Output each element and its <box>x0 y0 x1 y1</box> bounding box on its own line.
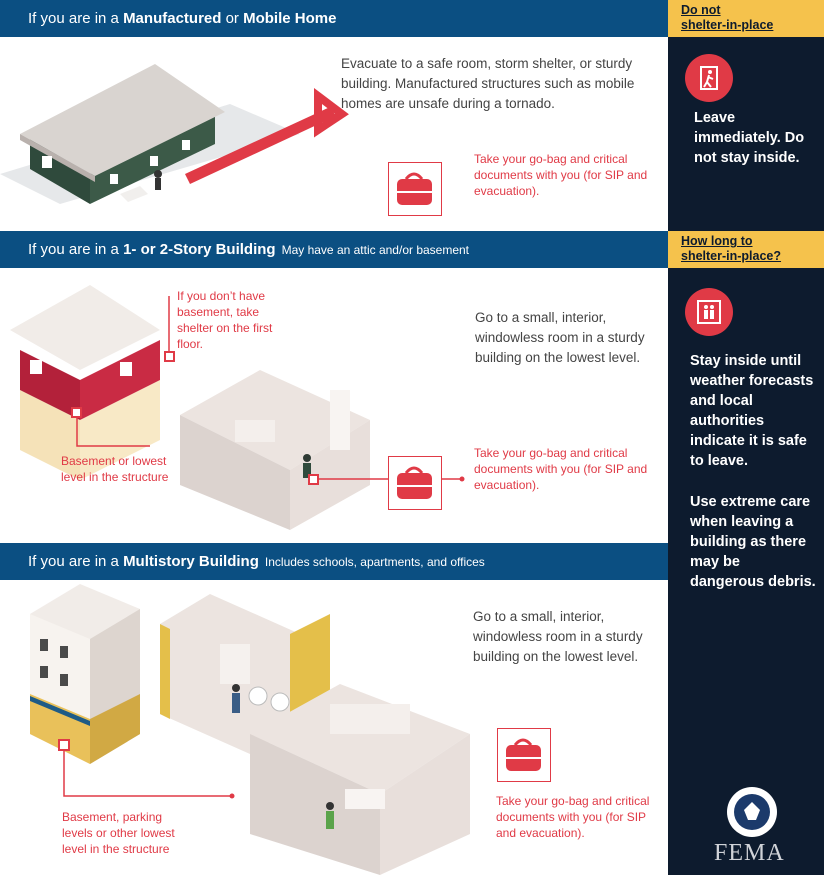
dhs-seal-icon <box>726 786 778 838</box>
header-bold: Multistory Building <box>123 553 259 570</box>
do-not-shelter-label <box>668 0 824 37</box>
multistory-instructions: Go to a small, interior, windowless room in a sturdy building on the lowest level. <box>473 609 643 664</box>
label-line: shelter-in-place <box>681 18 774 32</box>
header-sub: May have an attic and/or basement <box>281 243 470 257</box>
fema-logo: FEMA <box>714 840 785 866</box>
go-bag-note: Take your go-bag and critical documents with you (for SIP and evacuation). <box>496 794 650 840</box>
go-bag-icon <box>497 728 551 782</box>
header-mid: or <box>221 10 244 27</box>
header-bold: Mobile Home <box>243 10 337 27</box>
go-bag-note: Take your go-bag and critical documents with you (for SIP and evacuation). <box>474 152 648 198</box>
mobile-home-instructions: Evacuate to a safe room, storm shelter, or sturdy building. Manufactured structures such as mobile homes are unsafe during a tornado. <box>341 56 635 111</box>
go-bag-note: Take your go-bag and critical documents with you (for SIP and evacuation). <box>474 446 648 492</box>
header-prefix: If you are in a <box>28 241 124 258</box>
label-line: How long to <box>681 234 753 248</box>
header-bold: 1- or 2-Story Building <box>123 241 276 258</box>
mobile-home-illustration <box>0 44 350 214</box>
label-line: shelter-in-place? <box>681 249 782 263</box>
header-sub: Includes schools, apartments, and offices <box>264 555 485 569</box>
section-header-multistory <box>0 543 668 580</box>
basement-note: Basement or lowest level in the structure <box>61 454 169 484</box>
extreme-care-text: Use extreme care when leaving a building as there may be dangerous debris. <box>690 494 816 590</box>
no-basement-note: If you don’t have basement, take shelter on the first floor. <box>177 289 273 351</box>
parking-basement-note: Basement, parking levels or other lowest level in the structure <box>62 810 175 856</box>
shelter-room-icon <box>685 288 733 336</box>
leave-immediately-text: Leave immediately. Do not stay inside. <box>694 110 805 166</box>
stay-inside-text: Stay inside until weather forecasts and local authorities indicate it is safe to leave. <box>690 353 814 469</box>
label-line: Do not <box>681 3 721 17</box>
exit-door-icon <box>685 54 733 102</box>
header-prefix: If you are in a <box>28 10 124 27</box>
go-bag-icon <box>388 162 442 216</box>
header-bold: Manufactured <box>123 10 222 27</box>
section-header-mobile-home <box>0 0 668 37</box>
header-prefix: If you are in a <box>28 553 124 570</box>
how-long-label <box>668 231 824 268</box>
go-bag-icon <box>388 456 442 510</box>
small-building-instructions: Go to a small, interior, windowless room in a sturdy building on the lowest level. <box>475 310 645 365</box>
section-header-small-building <box>0 231 668 268</box>
